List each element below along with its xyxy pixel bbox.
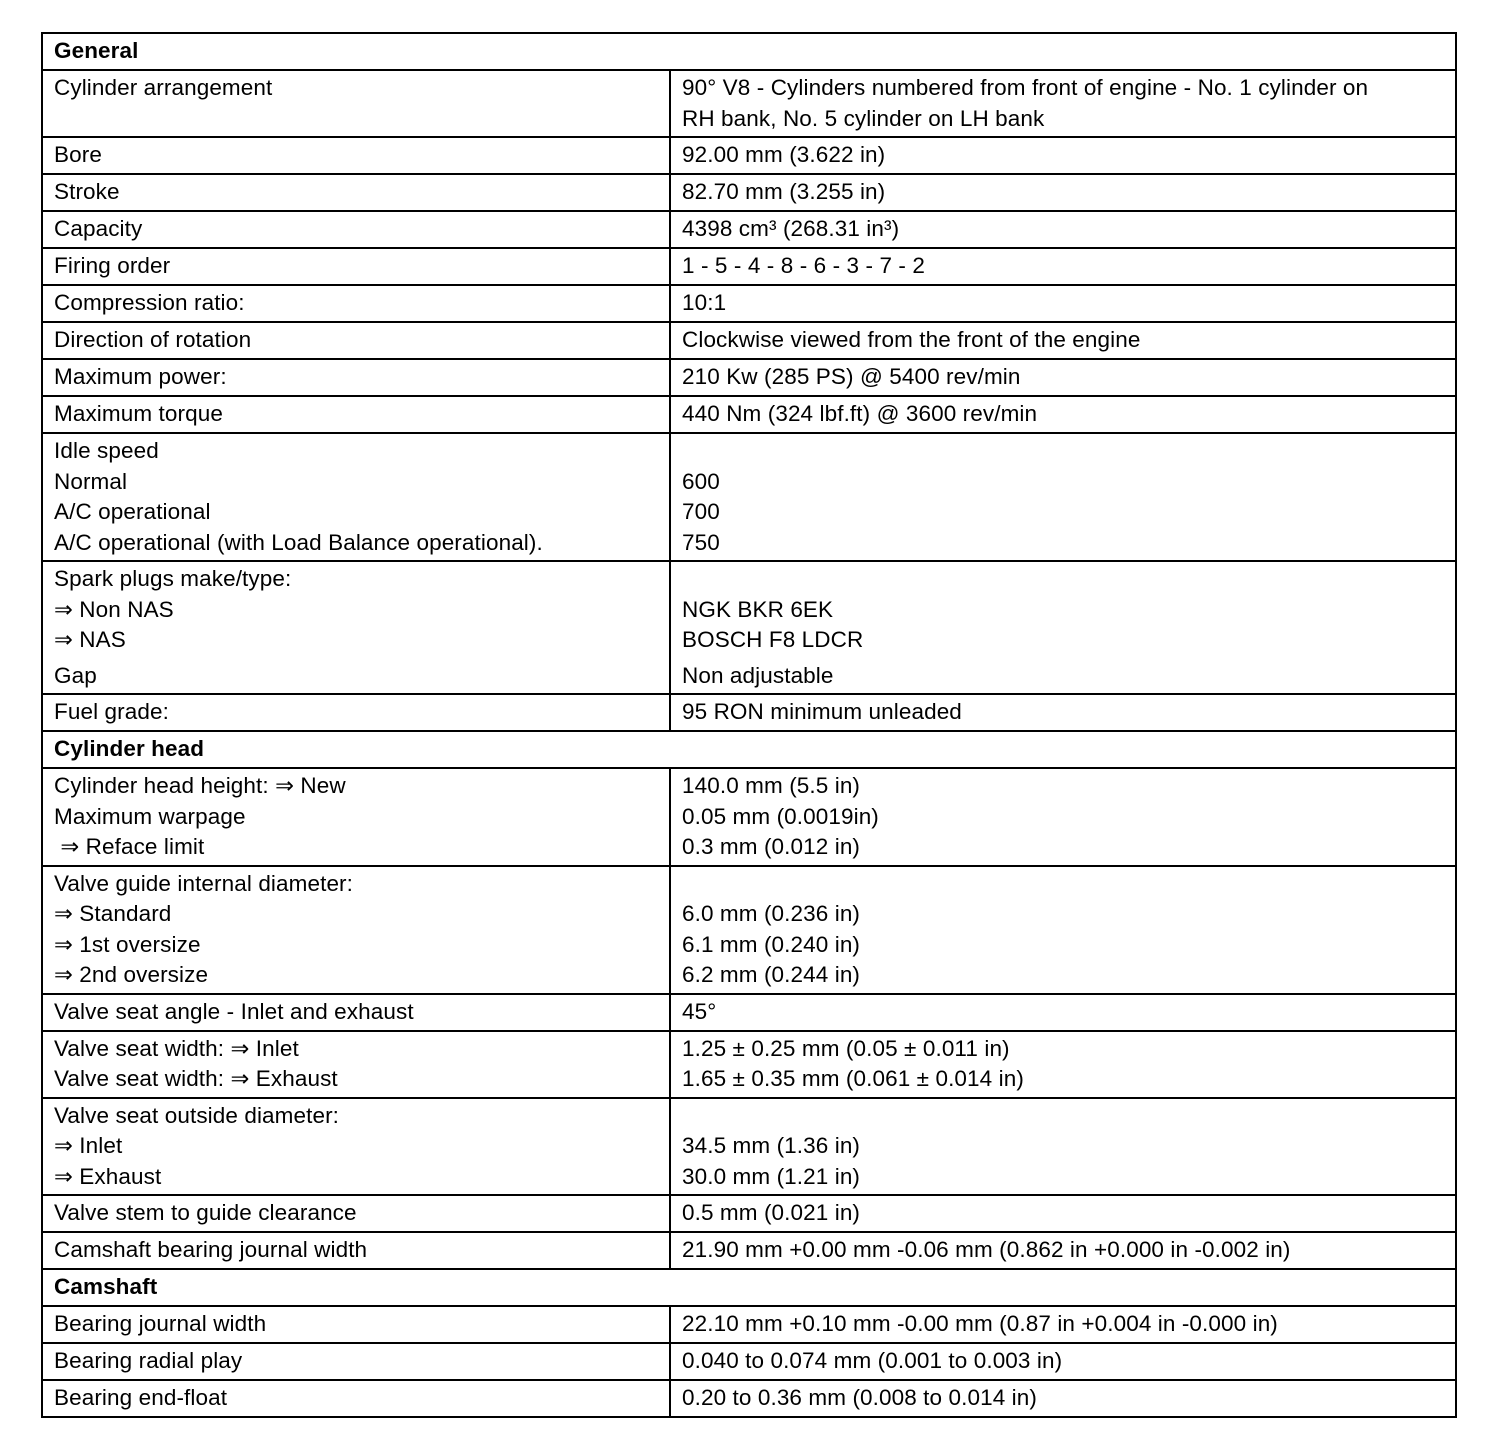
- section-row-general: [42, 33, 1456, 70]
- spec-value-line: 0.3 mm (0.012 in): [682, 834, 861, 859]
- spec-value-line: 1.65 ± 0.35 mm (0.061 ± 0.014 in): [682, 1066, 1024, 1091]
- table-row: [42, 322, 1456, 359]
- spec-value: 1 - 5 - 4 - 8 - 6 - 3 - 7 - 2: [670, 248, 1456, 285]
- spec-label: Maximum power:: [42, 359, 670, 396]
- spec-value-line: BOSCH F8 LDCR: [682, 627, 864, 652]
- spec-label-line: ⇒ Non NAS: [54, 596, 174, 622]
- spec-value: 440 Nm (324 lbf.ft) @ 3600 rev/min: [670, 396, 1456, 433]
- table-row: [42, 70, 1456, 137]
- spec-value-line: 700: [682, 499, 720, 524]
- spec-label: Firing order: [42, 248, 670, 285]
- table-row: [42, 694, 1456, 731]
- table-row: [42, 1306, 1456, 1343]
- table-row: [42, 1195, 1456, 1232]
- spec-label-line: Maximum warpage: [54, 803, 246, 829]
- spec-value-line: 600: [682, 468, 720, 494]
- table-row: [42, 359, 1456, 396]
- spec-value: 4398 cm³ (268.31 in³): [670, 211, 1456, 248]
- spec-value: 21.90 mm +0.00 mm -0.06 mm (0.862 in +0.000 in -0.002 in): [670, 1232, 1456, 1269]
- spec-label: Bore: [42, 137, 670, 174]
- spec-label-line: Gap: [54, 662, 97, 688]
- section-row-cylinder-head: [42, 731, 1456, 768]
- spec-label-line: Valve seat width: ⇒ Inlet: [54, 1035, 299, 1061]
- spec-value: 92.00 mm (3.622 in): [670, 137, 1456, 174]
- spec-value: 45°: [670, 994, 1456, 1031]
- spec-label: [42, 433, 670, 561]
- spec-value: [670, 768, 1456, 866]
- spec-label: Capacity: [42, 211, 670, 248]
- table-row: [42, 768, 1456, 866]
- table-row: [42, 1098, 1456, 1196]
- table-row: [42, 1031, 1456, 1098]
- spec-label: Direction of rotation: [42, 322, 670, 359]
- spec-label: Cylinder arrangement: [42, 70, 670, 137]
- spec-value: [670, 1031, 1456, 1098]
- spec-label-line: ⇒ Standard: [54, 901, 172, 926]
- spec-label-line: Cylinder head height: ⇒ New: [54, 773, 346, 798]
- table-row: [42, 866, 1456, 994]
- spec-value-line: [682, 1101, 1445, 1132]
- spec-label-line: ⇒ Exhaust: [54, 1163, 162, 1189]
- spec-label: Maximum torque: [42, 396, 670, 433]
- table-row: [42, 396, 1456, 433]
- spec-value-line: Non adjustable: [682, 662, 834, 688]
- spec-value-line: 0.05 mm (0.0019in): [682, 803, 879, 829]
- table-row: [42, 561, 1456, 694]
- table-row: [42, 248, 1456, 285]
- spec-label-line: Valve seat outside diameter:: [54, 1102, 340, 1128]
- spec-label-line: ⇒ NAS: [54, 627, 126, 652]
- spec-value: 10:1: [670, 285, 1456, 322]
- table-row: [42, 285, 1456, 322]
- section-title: Camshaft: [42, 1269, 1456, 1306]
- spec-value: [670, 1098, 1456, 1196]
- spec-value: 0.20 to 0.36 mm (0.008 to 0.014 in): [670, 1380, 1456, 1417]
- spec-label: [42, 1098, 670, 1196]
- table-row: [42, 174, 1456, 211]
- spec-label: [42, 768, 670, 866]
- spec-label-line: Idle speed: [54, 438, 159, 463]
- spec-value: [670, 433, 1456, 561]
- spec-label: Valve stem to guide clearance: [42, 1195, 670, 1232]
- spec-label: Bearing end-float: [42, 1380, 670, 1417]
- spec-value-line: 140.0 mm (5.5 in): [682, 773, 861, 798]
- spec-label-line: Valve guide internal diameter:: [54, 870, 354, 896]
- spec-value: 210 Kw (285 PS) @ 5400 rev/min: [670, 359, 1456, 396]
- spec-label: Compression ratio:: [42, 285, 670, 322]
- spec-value-line: 90° V8 - Cylinders numbered from front of engine - No. 1 cylinder on: [682, 75, 1369, 100]
- spec-label: [42, 1031, 670, 1098]
- spec-value: Clockwise viewed from the front of the engine: [670, 322, 1456, 359]
- spec-label: Valve seat angle - Inlet and exhaust: [42, 994, 670, 1031]
- spec-label: [42, 561, 670, 694]
- spec-value-line: 6.2 mm (0.244 in): [682, 962, 861, 987]
- section-row-camshaft: [42, 1269, 1456, 1306]
- spec-value-line: 30.0 mm (1.21 in): [682, 1163, 861, 1189]
- spec-value-line: [682, 564, 1445, 595]
- spec-label: Stroke: [42, 174, 670, 211]
- spec-label: Camshaft bearing journal width: [42, 1232, 670, 1269]
- spec-label-line: Normal: [54, 468, 128, 494]
- spec-value: [670, 561, 1456, 694]
- spec-value-line: 6.1 mm (0.240 in): [682, 931, 861, 957]
- spec-value-line: [682, 436, 1445, 467]
- spec-value-line: 1.25 ± 0.25 mm (0.05 ± 0.011 in): [682, 1035, 1010, 1061]
- spec-value-line: 750: [682, 529, 720, 555]
- spec-value-line: NGK BKR 6EK: [682, 596, 834, 622]
- table-row: [42, 1232, 1456, 1269]
- table-row: [42, 137, 1456, 174]
- engine-spec-table: [41, 32, 1457, 1418]
- spec-label-line: ⇒ Inlet: [54, 1133, 123, 1158]
- spec-label-line: A/C operational (with Load Balance operational).: [54, 529, 543, 555]
- spec-label-line: Spark plugs make/type:: [54, 566, 292, 591]
- spec-value: [670, 866, 1456, 994]
- table-row: [42, 433, 1456, 561]
- spec-value-line: RH bank, No. 5 cylinder on LH bank: [682, 105, 1045, 131]
- spec-label: Bearing radial play: [42, 1343, 670, 1380]
- spec-value-line: [682, 869, 1445, 900]
- table-row: [42, 211, 1456, 248]
- spec-value: 95 RON minimum unleaded: [670, 694, 1456, 731]
- spec-label-line: ⇒ 2nd oversize: [54, 962, 209, 987]
- spec-label: [42, 866, 670, 994]
- spec-value-line: 6.0 mm (0.236 in): [682, 901, 861, 926]
- spec-value: 82.70 mm (3.255 in): [670, 174, 1456, 211]
- spec-label-line: A/C operational: [54, 499, 211, 524]
- spec-label-line: ⇒ Reface limit: [54, 834, 205, 859]
- table-row: [42, 1343, 1456, 1380]
- spec-label-line: ⇒ 1st oversize: [54, 931, 201, 957]
- spec-label-line: Valve seat width: ⇒ Exhaust: [54, 1066, 338, 1091]
- spec-label: Bearing journal width: [42, 1306, 670, 1343]
- spec-label: Fuel grade:: [42, 694, 670, 731]
- spec-value: 0.040 to 0.074 mm (0.001 to 0.003 in): [670, 1343, 1456, 1380]
- spec-value: 0.5 mm (0.021 in): [670, 1195, 1456, 1232]
- table-row: [42, 994, 1456, 1031]
- spec-value-line: 34.5 mm (1.36 in): [682, 1133, 861, 1158]
- section-title: Cylinder head: [42, 731, 1456, 768]
- spec-value: [670, 70, 1456, 137]
- spec-value: 22.10 mm +0.10 mm -0.00 mm (0.87 in +0.004 in -0.000 in): [670, 1306, 1456, 1343]
- section-title: General: [42, 33, 1456, 70]
- table-row: [42, 1380, 1456, 1417]
